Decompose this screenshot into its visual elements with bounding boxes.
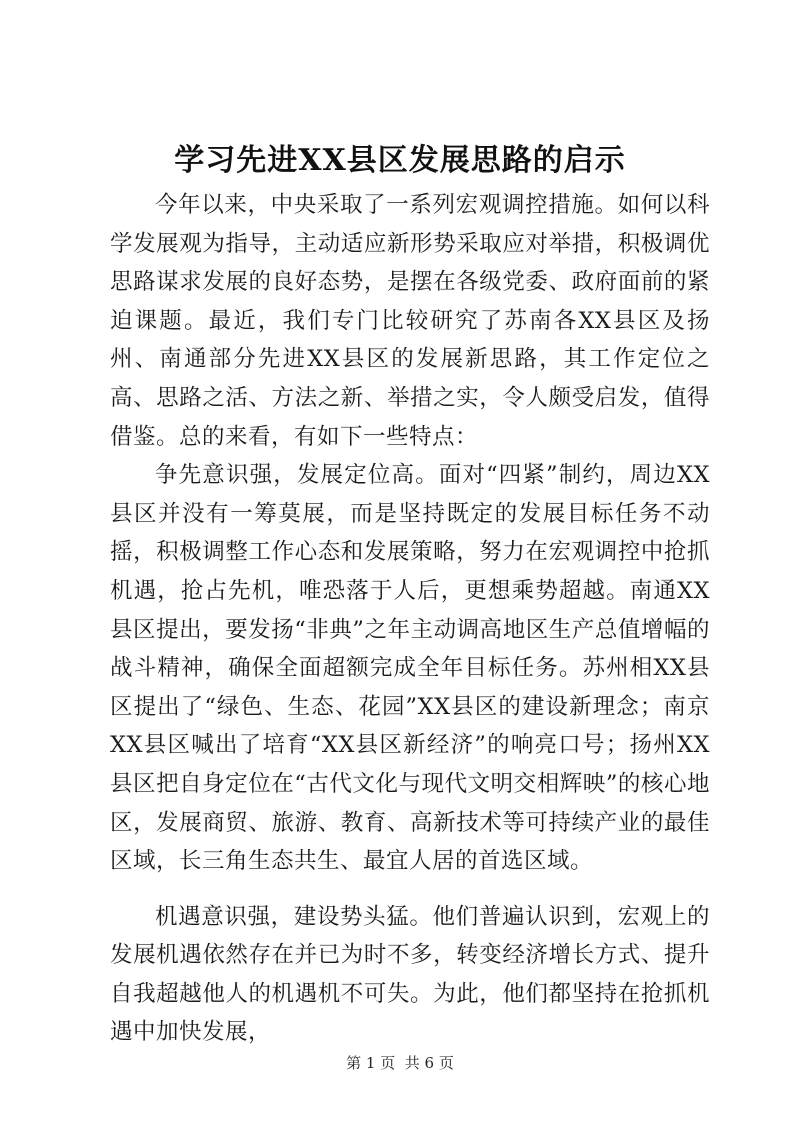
paragraph-intro: 今年以来，中央采取了一系列宏观调控措施。如何以科学发展观为指导，主动适应新形势采取应对举措，积极调优思路谋求发展的良好态势，是摆在各级党委、政府面前的紧迫课题。最近，我们专门比较研究了苏南各XX县区及扬州、南通部分先进XX县区的发展新思路，其工作定位之高、思路之活、方法之新、举措之实，令人颇受启发，值得借鉴。总的来看，有如下一些特点： bbox=[110, 192, 710, 450]
page-number-footer: 第 1 页 共 6 页 bbox=[346, 1054, 454, 1072]
document-title: 学习先进XX县区发展思路的启示 bbox=[174, 143, 626, 178]
paragraph-opportunity: 机遇意识强，建设势头猛。他们普遍认识到，宏观上的发展机遇依然存在并已为时不多，转变经济增长方式、提升自我超越他人的机遇机不可失。为此，他们都坚持在抢抓机遇中加快发展， bbox=[110, 903, 710, 1046]
document-body bbox=[110, 186, 710, 1052]
paragraph-ambition: 争先意识强，发展定位高。面对“四紧”制约，周边XX县区并没有一筹莫展，而是坚持既定的发展目标任务不动摇，积极调整工作心态和发展策略，努力在宏观调控中抢抓机遇，抢占先机，唯恐落于人后，更想乘势超越。南通XX县区提出，要发扬“非典”之年主动调高地区生产总值增幅的战斗精神，确保全面超额完成全年目标任务。苏州相XX县区提出了“绿色、生态、花园”XX县区的建设新理念；南京XX县区喊出了培育“XX县区新经济”的响亮口号；扬州XX县区把自身定位在“古代文化与现代文明交相辉映”的核心地区，发展商贸、旅游、教育、高新技术等可持续产业的最佳区域，长三角生态共生、最宜人居的首选区域。 bbox=[110, 462, 710, 875]
